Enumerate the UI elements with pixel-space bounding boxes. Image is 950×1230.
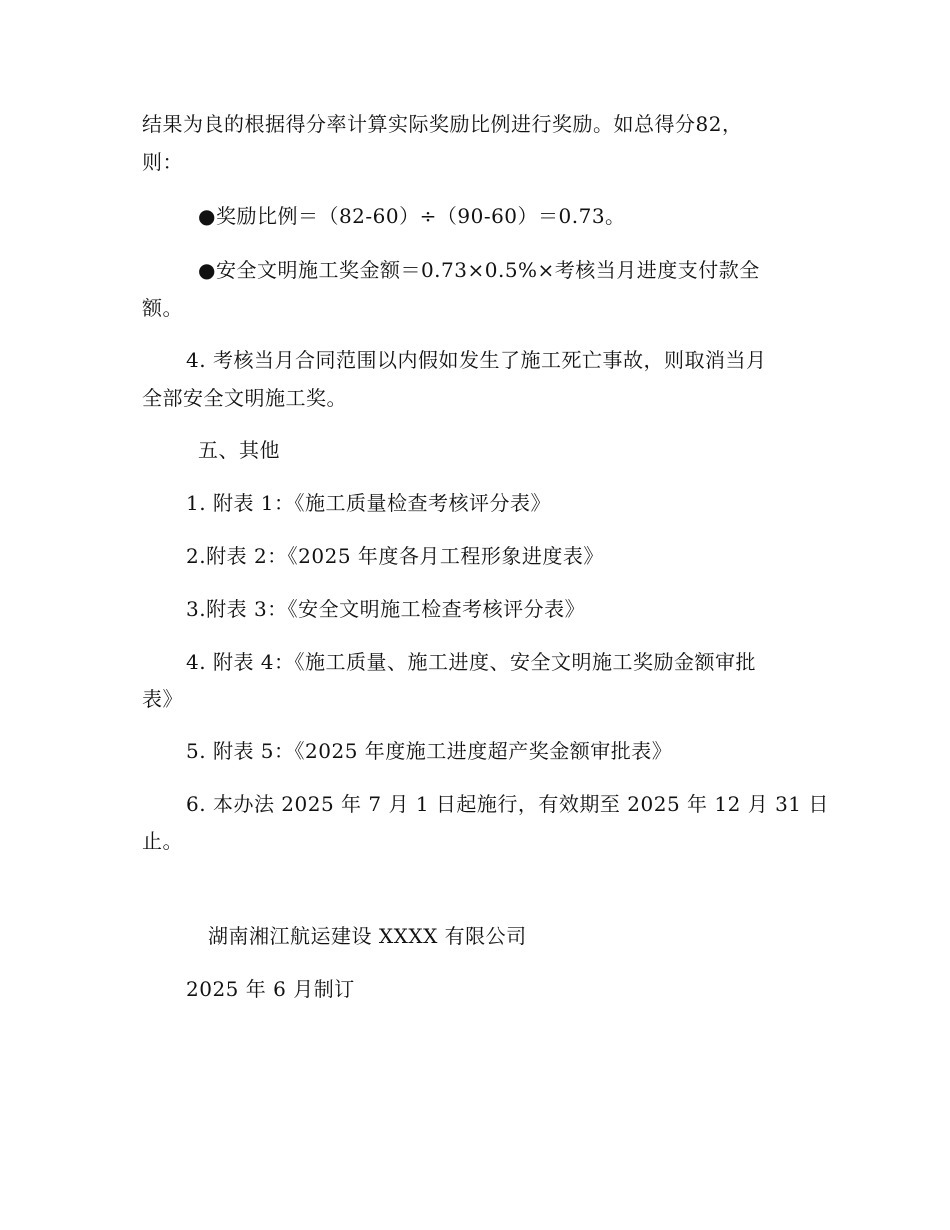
bullet-amount-line-2: 额。: [142, 296, 183, 320]
attachment-5-line: 5. 附表 5：《2025 年度施工进度超产奖金额审批表》: [186, 739, 673, 763]
company-name: 湖南湘江航运建设 XXXX 有限公司: [208, 924, 527, 948]
attachment-3-line: 3.附表 3：《安全文明施工检查考核评分表》: [186, 597, 586, 621]
effective-date-line-2: 止。: [142, 829, 183, 853]
item-4-line-2: 全部安全文明施工奖。: [142, 386, 347, 410]
paragraph-line-1: 结果为良的根据得分率计算实际奖励比例进行奖励。如总得分82，: [142, 112, 743, 136]
attachment-2-line: 2.附表 2：《2025 年度各月工程形象进度表》: [186, 544, 604, 568]
bullet-ratio-line: ●奖励比例＝（82-60）÷（90-60）＝0.73。: [198, 204, 626, 228]
attachment-4-line-1: 4. 附表 4：《施工质量、施工进度、安全文明施工奖励金额审批: [186, 650, 757, 674]
effective-date-line-1: 6. 本办法 2025 年 7 月 1 日起施行，有效期至 2025 年 12 月 31 日: [186, 792, 829, 816]
paragraph-line-2: 则：: [142, 150, 183, 174]
revision-date: 2025 年 6 月制订: [186, 977, 355, 1001]
section-heading-other: 五、其他: [198, 438, 280, 462]
attachment-4-line-2: 表》: [142, 687, 183, 711]
attachment-1-line: 1. 附表 1：《施工质量检查考核评分表》: [186, 491, 552, 515]
bullet-amount-line-1: ●安全文明施工奖金额＝0.73×0.5%×考核当月进度支付款全: [198, 258, 760, 282]
item-4-line-1: 4. 考核当月合同范围以内假如发生了施工死亡事故，则取消当月: [186, 348, 767, 372]
